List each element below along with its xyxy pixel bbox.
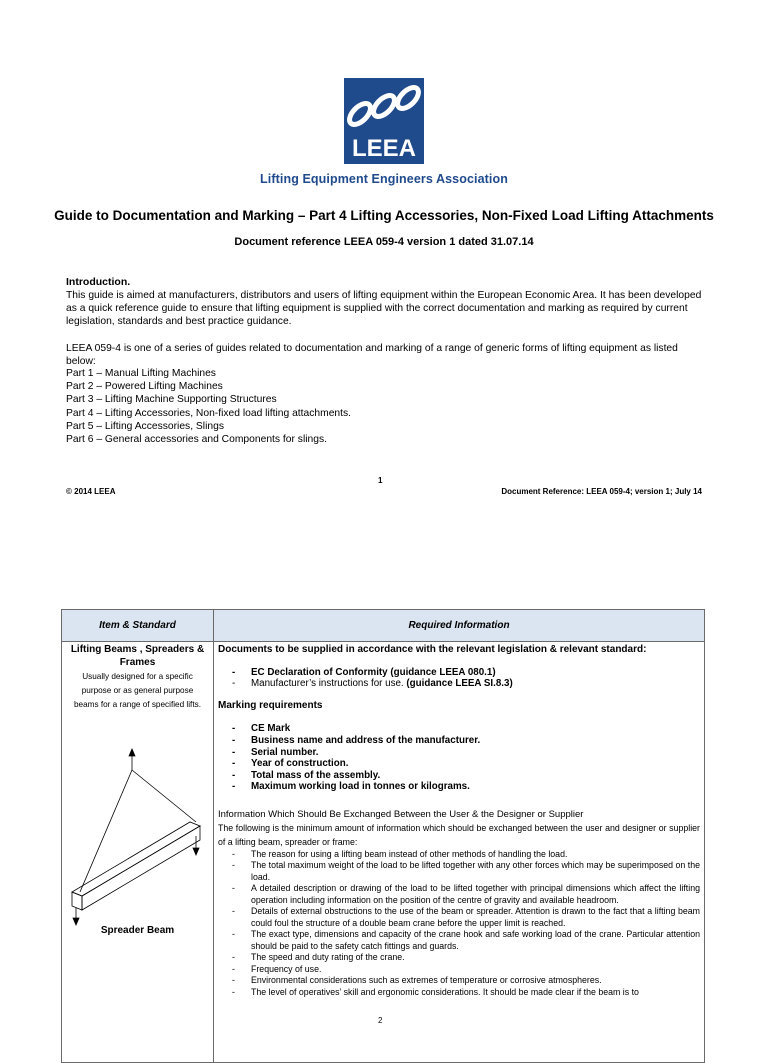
info-intro: The following is the minimum amount of information which should be exchanged between the user and designer or supplier of a lifting beam, spreader or frame:	[218, 822, 700, 847]
marking-item: - CE Mark	[218, 723, 700, 735]
part-item: Part 1 – Manual Lifting Machines	[66, 368, 216, 379]
marking-item: - Business name and address of the manufacturer.	[218, 735, 700, 747]
required-info-cell	[214, 642, 705, 1063]
marking-item: - Serial number.	[218, 747, 700, 759]
header-item-standard: Item & Standard	[62, 610, 214, 642]
document-item: - EC Declaration of Conformity (guidance LEEA 080.1)	[218, 667, 700, 679]
document-item: - Manufacturer’s instructions for use. (guidance LEEA SI.8.3)	[218, 678, 700, 690]
parts-list	[66, 367, 351, 446]
leea-logo	[344, 78, 424, 164]
intro-paragraph-1: This guide is aimed at manufacturers, distributors and users of lifting equipment within the European Economic Area. It has been developed as a quick reference guide to ensure that lifting equipment is supplied with the correct documentation and marking as required by current legislation, standards and best practice guidance.	[66, 290, 702, 327]
documents-list	[218, 667, 700, 690]
footer-reference: Document Reference: LEEA 059-4; version 1; July 14	[501, 487, 702, 496]
diagram-caption: Spreader Beam	[100, 925, 175, 936]
intro-heading: Introduction.	[66, 276, 131, 288]
info-item: - Environmental considerations such as extremes of temperature or corrosive atmospheres.	[218, 975, 700, 987]
marking-list	[218, 723, 700, 793]
intro-paragraph-2: LEEA 059-4 is one of a series of guides related to documentation and marking of a range of generic forms of lifting equipment as listed below:	[66, 343, 678, 367]
item-cell	[62, 642, 214, 1063]
marking-item: - Year of construction.	[218, 758, 700, 770]
info-item: - A detailed description or drawing of the load to be lifted together with principal dimensions which affect the lifting operation including information on the position of the centre of gravity and available headroom.	[218, 883, 700, 906]
item-subtitle: Usually designed for a specific purpose or as general purpose beams for a range of specified lifts.	[74, 672, 201, 709]
info-item: - The reason for using a lifting beam instead of other methods of handling the load.	[218, 849, 700, 861]
marking-item: - Total mass of the assembly.	[218, 770, 700, 782]
info-item: - The speed and duty rating of the crane.	[218, 952, 700, 964]
logo-text: LEEA	[351, 135, 417, 162]
requirements-table	[61, 609, 705, 1063]
page-number: 1	[378, 476, 383, 485]
association-name: Lifting Equipment Engineers Association	[260, 172, 508, 186]
header-required-info: Required Information	[214, 610, 705, 642]
info-item: - The level of operatives’ skill and ergonomic considerations. It should be made clear if the beam is to	[218, 987, 700, 999]
part-item: Part 5 – Lifting Accessories, Slings	[66, 420, 224, 432]
info-item: - Frequency of use.	[218, 964, 700, 976]
info-heading: Information Which Should Be Exchanged Between the User & the Designer or Supplier	[218, 808, 584, 820]
copyright: © 2014 LEEA	[66, 487, 116, 496]
part-item: Part 4 – Lifting Accessories, Non-fixed load lifting attachments.	[66, 407, 352, 419]
info-item: - The total maximum weight of the load to be lifted together with any other forces which may be superimposed on the load.	[218, 860, 700, 883]
page-number-2: 2	[378, 1016, 383, 1025]
marking-item: - Maximum working load in tonnes or kilograms.	[218, 781, 700, 793]
part-item: Part 2 – Powered Lifting Machines	[66, 381, 223, 393]
item-title: Lifting Beams , Spreaders & Frames	[70, 644, 205, 668]
document-title: Guide to Documentation and Marking – Part 4 Lifting Accessories, Non-Fixed Load Lifting Attachments	[54, 208, 714, 223]
part-item: Part 3 – Lifting Machine Supporting Structures	[66, 394, 277, 406]
info-list	[218, 849, 700, 999]
info-item: - The exact type, dimensions and capacity of the crane hook and safe working load of the crane. Particular attention should be paid to the safety catch fittings and guards.	[218, 929, 700, 952]
marking-heading: Marking requirements	[218, 699, 323, 711]
documents-heading: Documents to be supplied in accordance with the relevant legislation & relevant standard:	[218, 644, 647, 655]
part-item: Part 6 – General accessories and Components for slings.	[66, 434, 327, 446]
info-item: - Details of external obstructions to the use of the beam or spreader. Attention is drawn to the fact that a lifting beam could foul the structure of a double beam crane before the upper limit is reached.	[218, 906, 700, 929]
spreader-beam-diagram	[66, 746, 210, 926]
document-reference: Document reference LEEA 059-4 version 1 dated 31.07.14	[234, 236, 534, 248]
